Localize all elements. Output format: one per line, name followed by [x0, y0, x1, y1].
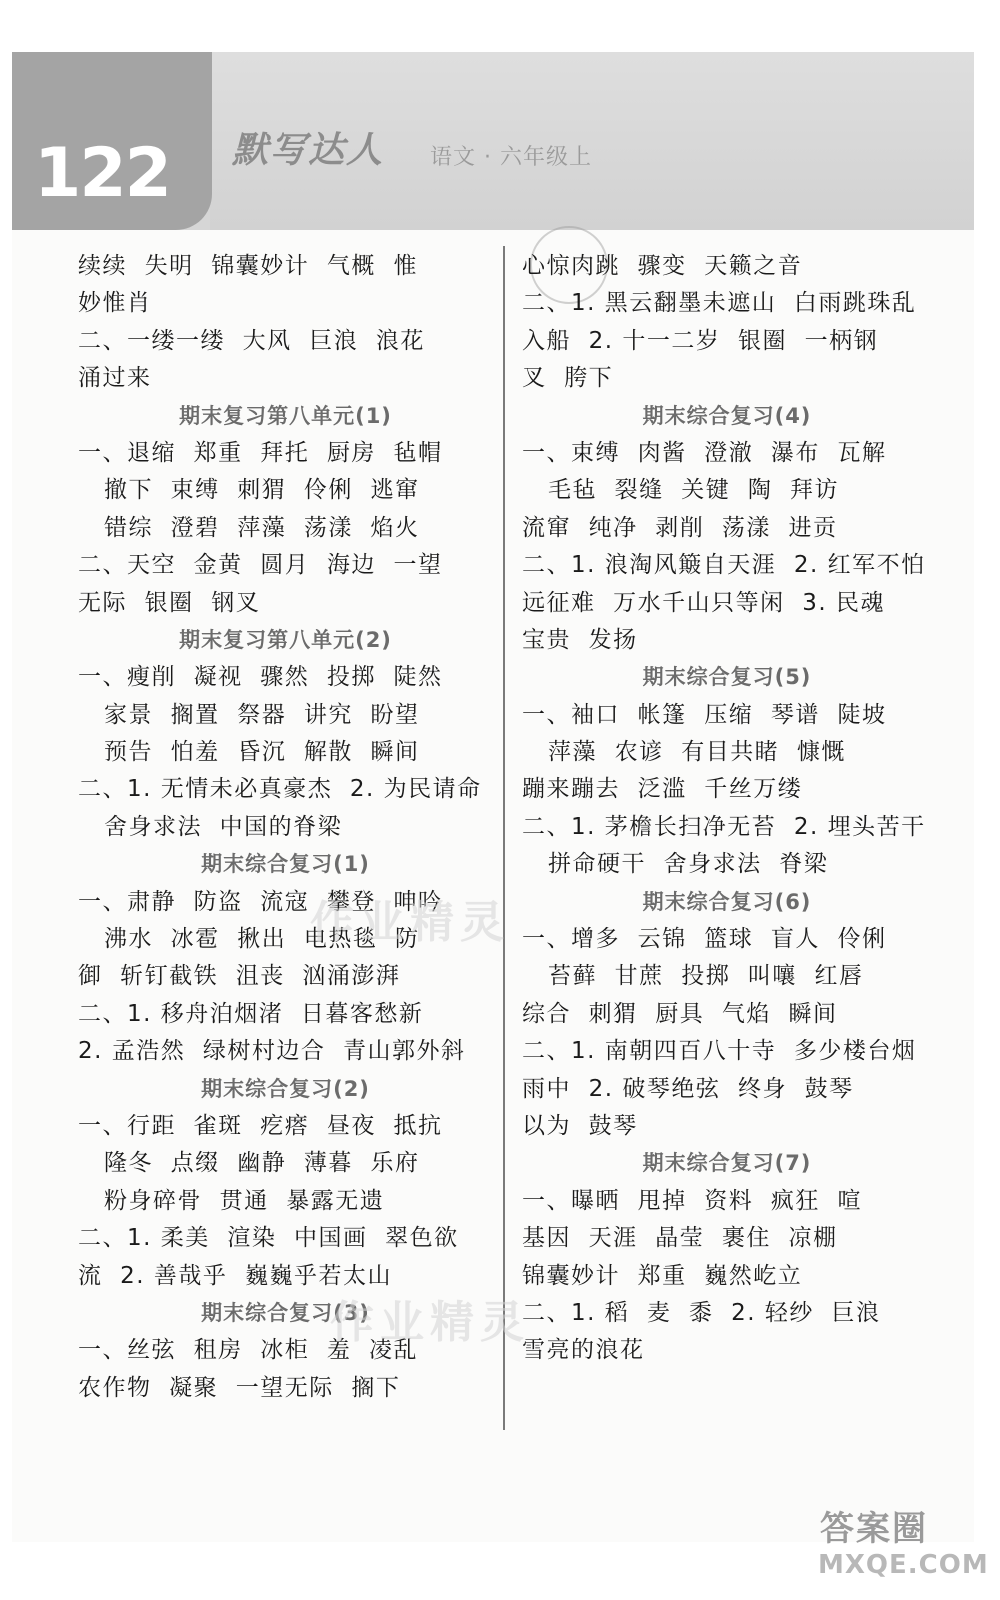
left-column	[78, 248, 493, 1407]
answer-line: 以为 鼓琴	[522, 1112, 638, 1139]
answer-line: 二、1. 无情未必真豪杰 2. 为民请命	[78, 776, 482, 803]
answer-line: 续续 失明 锦囊妙计 气概 惟	[78, 253, 418, 279]
answer-line: 粉身碎骨 贯通 暴露无遗	[104, 1187, 385, 1214]
answer-line: 一、丝弦 租房 冰柜 羞 凌乱	[78, 1337, 418, 1364]
answer-line: 一、增多 云锦 篮球 盲人 伶俐	[522, 926, 887, 953]
answer-line: 涌过来	[78, 365, 152, 392]
answer-line: 心惊肉跳 骤变 天籁之音	[522, 253, 803, 279]
answer-line: 萍藻 农谚 有目共睹 慷慨	[548, 739, 846, 766]
answer-line: 雨中 2. 破琴绝弦 终身 鼓琴	[522, 1075, 854, 1102]
answer-line: 妙惟肖	[78, 290, 152, 317]
answer-line: 宝贵 发扬	[522, 626, 638, 653]
answer-line: 拼命硬干 舍身求法 脊梁	[548, 851, 829, 878]
answer-line: 一、曝晒 甩掉 资料 疯狂 喧	[522, 1187, 862, 1214]
answer-line: 一、退缩 郑重 拜托 厨房 毡帽	[78, 439, 443, 466]
right-column	[522, 248, 932, 1370]
answer-line: 二、1. 浪淘风簸自天涯 2. 红军不怕	[522, 552, 926, 579]
answer-line: 综合 刺猬 厨具 气焰 瞬间	[522, 1000, 838, 1027]
section-heading: 期末复习第八单元(1)	[179, 403, 392, 428]
answer-line: 雪亮的浪花	[522, 1337, 645, 1364]
section-heading: 期末综合复习(1)	[201, 852, 370, 877]
answer-line: 苔藓 甘蔗 投掷 叫嚷 红唇	[548, 963, 864, 990]
answer-line: 二、1. 南朝四百八十寺 多少楼台烟	[522, 1038, 917, 1065]
answer-line: 毛毡 裂缝 关键 陶 拜访	[548, 477, 839, 504]
answer-line: 二、一缕一缕 大风 巨浪 浪花	[78, 327, 425, 354]
answer-line: 沸水 冰雹 揪出 电热毯 防	[104, 926, 420, 953]
answer-line: 二、1. 移舟泊烟渚 日暮客愁新	[78, 1000, 424, 1027]
book-subject: 语文 · 六年级上	[430, 145, 592, 170]
answer-line: 隆冬 点缀 幽静 薄暮 乐府	[104, 1150, 420, 1177]
answer-line: 撤下 束缚 刺猬 伶俐 逃窜	[104, 477, 420, 504]
answer-line: 二、1. 茅檐长扫净无苔 2. 埋头苦干	[522, 813, 926, 840]
section-heading: 期末综合复习(2)	[201, 1076, 370, 1101]
answer-line: 预告 怕羞 昏沉 解散 瞬间	[104, 739, 420, 766]
answer-line: 2. 孟浩然 绿树村边合 青山郭外斜	[78, 1038, 466, 1065]
section-heading: 期末综合复习(3)	[201, 1300, 370, 1325]
answer-line: 一、行距 雀斑 疙瘩 昼夜 抵抗	[78, 1112, 443, 1139]
page-number: 122	[34, 134, 170, 213]
answer-line: 二、1. 黑云翻墨未遮山 白雨跳珠乱	[522, 290, 917, 317]
answer-line: 入船 2. 十一二岁 银圈 一柄钢	[522, 327, 879, 354]
answer-line: 二、1. 稻 麦 黍 2. 轻纱 巨浪	[522, 1299, 881, 1326]
answer-line: 基因 天涯 晶莹 裹住 凉棚	[522, 1225, 838, 1252]
answer-line: 御 斩钉截铁 沮丧 汹涌澎湃	[78, 963, 401, 990]
answer-line: 一、束缚 肉酱 澄澈 瀑布 瓦解	[522, 439, 887, 466]
footer-logo: 答案圈	[820, 1509, 928, 1549]
answer-line: 舍身求法 中国的脊梁	[104, 813, 343, 840]
answer-line: 一、肃静 防盗 流寇 攀登 呻吟	[78, 888, 443, 915]
answer-line: 蹦来蹦去 泛滥 千丝万缕	[522, 776, 803, 803]
answer-line: 农作物 凝聚 一望无际 搁下	[78, 1374, 401, 1401]
answer-line: 流窜 纯净 剥削 荡漾 进贡	[522, 514, 838, 541]
answer-line: 远征难 万水千山只等闲 3. 民魂	[522, 589, 885, 616]
answer-line: 家景 搁置 祭器 讲究 盼望	[104, 701, 420, 728]
column-divider	[503, 246, 505, 1430]
answer-line: 无际 银圈 钢叉	[78, 589, 261, 616]
answer-line: 叉 胯下	[522, 365, 614, 392]
answer-line: 一、袖口 帐篷 压缩 琴谱 陡坡	[522, 701, 887, 728]
answer-line: 一、瘦削 凝视 骤然 投掷 陡然	[78, 664, 443, 691]
footer-url: MXQE.COM	[818, 1550, 989, 1580]
watermark: 作业精灵	[330, 1297, 530, 1348]
section-heading: 期末综合复习(7)	[642, 1151, 812, 1176]
section-heading: 期末综合复习(5)	[642, 665, 812, 690]
answer-line: 二、1. 柔美 渲染 中国画 翠色欲	[78, 1225, 459, 1252]
section-heading: 期末综合复习(4)	[642, 403, 812, 428]
answer-line: 错综 澄碧 萍藻 荡漾 焰火	[104, 514, 420, 541]
section-heading: 期末复习第八单元(2)	[179, 627, 392, 652]
watermark: 作业精灵	[310, 897, 510, 948]
book-title: 默写达人	[232, 130, 385, 171]
section-heading: 期末综合复习(6)	[642, 889, 812, 914]
answer-line: 流 2. 善哉乎 巍巍乎若太山	[78, 1262, 392, 1289]
answer-line: 锦囊妙计 郑重 巍然屹立	[522, 1262, 803, 1289]
answer-line: 二、天空 金黄 圆月 海边 一望	[78, 552, 443, 579]
